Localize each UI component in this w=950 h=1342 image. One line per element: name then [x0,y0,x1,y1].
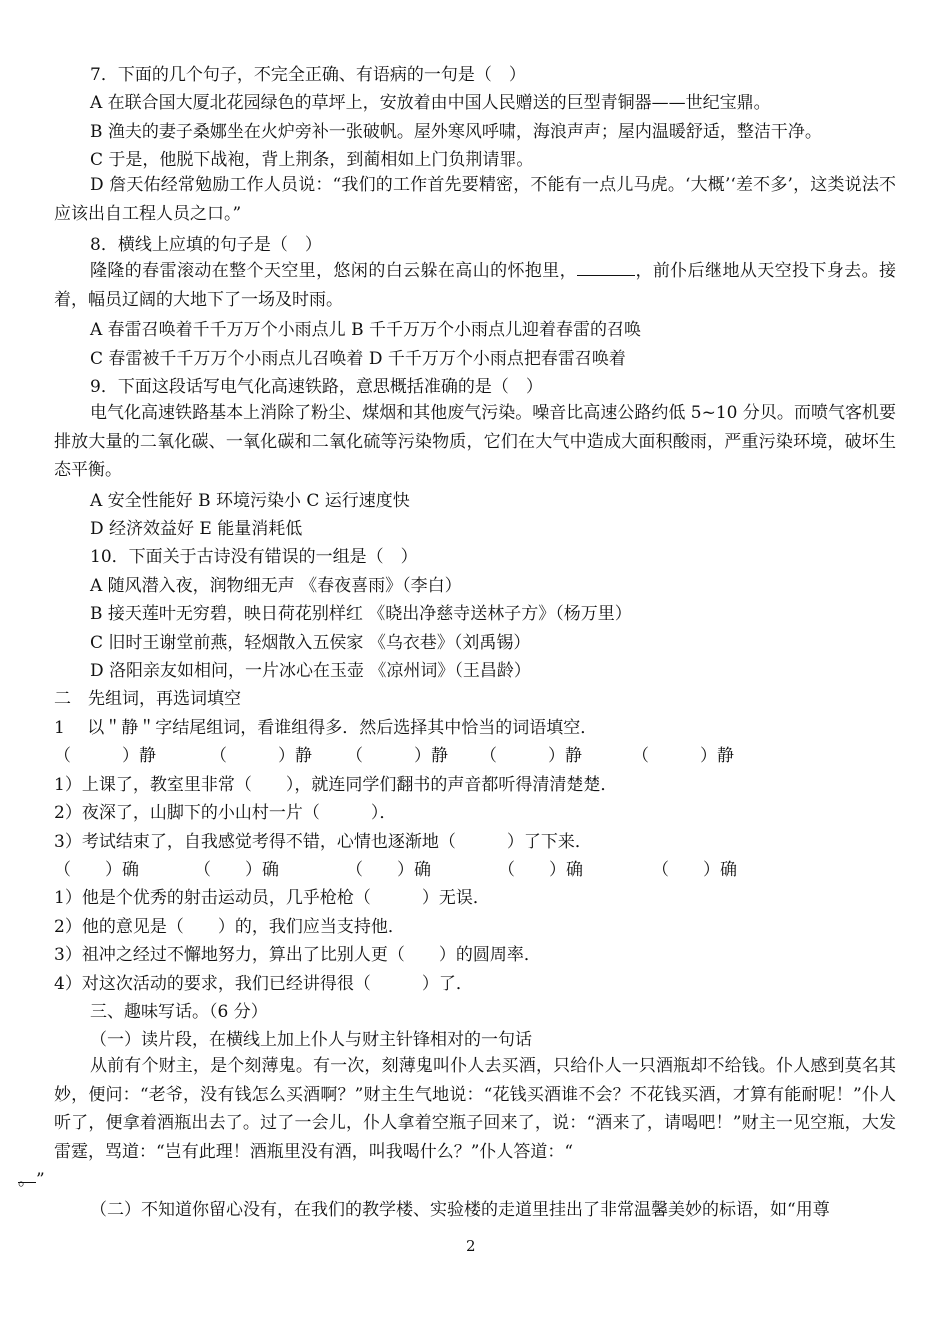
section3-sub1: （一）读片段，在横线上加上仆人与财主针锋相对的一句话 [90,1030,532,1050]
story-answer-blank[interactable] [18,1166,36,1190]
jing-sentence-3: 3）考试结束了，自我感觉考得不错，心情也逐渐地（ ）了下来． [54,832,592,852]
que-sentence-3: 3）祖冲之经过不懈地努力，算出了比别人更（ ）的圆周率． [54,945,541,965]
que-word-1[interactable]: （ ）确 [54,860,139,880]
q7-option-d: D 詹天佑经常勉励工作人员说：“我们的工作首先要精密，不能有一点儿马虎。‘大概’‘差不多’，这类说法不应该出自工程人员之口。” [54,175,896,224]
section2-item1: 1 以＂静＂字结尾组词，看谁组得多．然后选择其中恰当的词语填空． [54,718,598,738]
q7-stem: 7．下面的几个句子，不完全正确、有语病的一句是（ ） [90,65,526,85]
q8-passage-comma: ， [635,261,653,281]
q10-option-c: C 旧时王谢堂前燕，轻烟散入五侯家 《乌衣巷》（刘禹锡） [90,633,531,653]
q9-options-abc: A 安全性能好 B 环境污染小 C 运行速度快 [90,491,410,511]
q7-option-b: B 渔夫的妻子桑娜坐在火炉旁补一张破帆。屋外寒风呼啸，海浪声声；屋内温暖舒适，整洁干净。 [90,122,822,142]
jing-word-1[interactable]: （ ）静 [54,746,156,766]
q10-option-a: A 随风潜入夜，润物细无声 《春夜喜雨》（李白） [90,576,462,596]
que-word-5[interactable]: （ ）确 [652,860,737,880]
q8-stem: 8．横线上应填的句子是（ ） [90,235,322,255]
jing-word-3[interactable]: （ ）静 [346,746,448,766]
q10-stem: 10．下面关于古诗没有错误的一组是（ ） [90,547,418,567]
q10-option-d: D 洛阳亲友如相问，一片冰心在玉壶 《凉州词》（王昌龄） [90,661,531,681]
q8-passage-after: 前仆后继地从天空投下身去。接着，幅员辽阔的大地下了一场及时雨。 [54,261,897,310]
que-sentence-4: 4）对这次活动的要求，我们已经讲得很（ ）了． [54,974,473,994]
jing-word-5[interactable]: （ ）静 [632,746,734,766]
q8-passage-before: 隆隆的春雷滚动在整个天空里，悠闲的白云躲在高山的怀抱里， [90,261,578,281]
q8-answer-blank[interactable] [577,259,635,276]
story-text: 从前有个财主，是个刻薄鬼。有一次，刻薄鬼叫仆人去买酒，只给仆人一只酒瓶却不给钱。仆人感到莫名其妙，便问：“老爷，没有钱怎么买酒啊？”财主生气地说：“花钱买酒谁不会？不花钱买酒，才算有能耐呢！”仆人听了，便拿着酒瓶出去了。过了一会儿，仆人拿着空瓶子回来了，说：“酒来了，请喝吧！”财主一见空瓶，大发雷霆，骂道：“岂有此理！酒瓶里没有酒，叫我喝什么？”仆人答道：“ [54,1056,896,1162]
q7-option-c: C 于是，他脱下战袍，背上荆条，到蔺相如上门负荆请罪。 [90,150,534,170]
section3-title: 三、趣味写话。（6 分） [90,1002,268,1022]
section2-title: 二 先组词，再选词填空 [54,689,241,709]
que-word-3[interactable]: （ ）确 [346,860,431,880]
story-end-mark: 。 [18,1170,35,1190]
q8-options-ab: A 春雷召唤着千千万万个小雨点儿 B 千千万万个小雨点儿迎着春雷的召唤 [90,320,641,340]
q9-stem: 9．下面这段话写电气化高速铁路，意思概括准确的是（ ） [90,377,543,397]
q10-option-b: B 接天莲叶无穷碧，映日荷花别样红 《晓出净慈寺送林子方》（杨万里） [90,604,632,624]
jing-sentence-2: 2）夜深了，山脚下的小山村一片（ ）． [54,803,397,823]
jing-word-4[interactable]: （ ）静 [480,746,582,766]
q8-options-cd: C 春雷被千千万万个小雨点儿召唤着 D 千千万万个小雨点把春雷召唤着 [90,349,626,369]
page-number: 2 [466,1237,476,1255]
story-close-quote: ” [36,1170,45,1190]
q9-options-de: D 经济效益好 E 能量消耗低 [90,519,303,539]
que-word-2[interactable]: （ ）确 [194,860,279,880]
section3-story [18,1052,896,1195]
que-word-4[interactable]: （ ）确 [498,860,583,880]
q7-option-a: A 在联合国大厦北花园绿色的草坪上，安放着由中国人民赠送的巨型青铜器——世纪宝鼎。 [90,93,771,113]
jing-word-2[interactable]: （ ）静 [210,746,312,766]
q8-passage [54,257,896,314]
que-sentence-2: 2）他的意见是（ ）的，我们应当支持他． [54,917,405,937]
jing-sentence-1: 1）上课了，教室里非常（ ），就连同学们翻书的声音都听得清清楚楚． [54,775,618,795]
q9-passage: 电气化高速铁路基本上消除了粉尘、煤烟和其他废气污染。噪音比高速公路约低 5~10 分贝。而喷气客机要排放大量的二氧化碳、一氧化碳和二氧化硫等污染物质，它们在大气中造成大面积酸雨，严重污染环境，破坏生态平衡。 [54,403,896,480]
que-sentence-1: 1）他是个优秀的射击运动员，几乎枪枪（ ）无误． [54,888,490,908]
section3-sub2: （二）不知道你留心没有，在我们的教学楼、实验楼的走道里挂出了非常温馨美妙的标语，如“用尊 [90,1200,830,1220]
